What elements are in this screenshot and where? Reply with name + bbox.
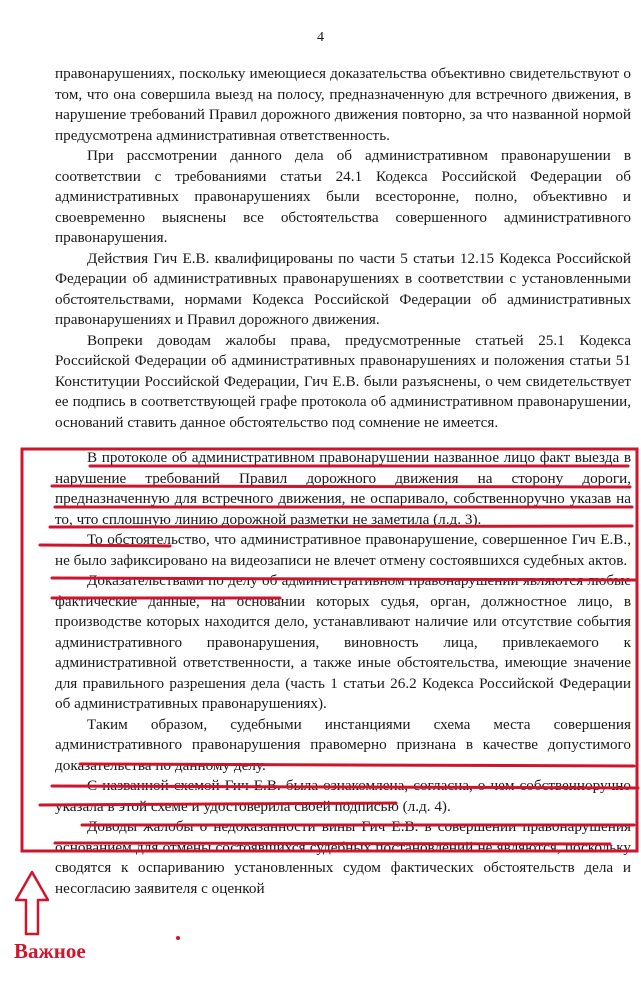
paragraph: То обстоятельство, что административное правонарушение, совершенное Гич Е.В., не было зафиксировано на видеозаписи не влечет отмену состоявшихся судебных актов.	[55, 531, 631, 569]
document-text-top	[55, 64, 631, 433]
paragraph: правонарушениях, поскольку имеющиеся доказательства объективно свидетельствуют о том, что она совершила выезд на полосу, предназначенную для встречного движения, в нарушение требований Правил дорожного движения повторно, за что названной нормой предусмотрена административная ответственность.	[55, 65, 631, 144]
paragraph: С названной схемой Гич Е.В. была ознакомлена, согласна, о чем собственноручно указала в этой схеме и удостоверила своей подписью (л.д. 4).	[55, 777, 631, 815]
paragraph: В протоколе об административном правонарушении названное лицо факт выезда в нарушение требований Правил дорожного движения на сторону дороги, предназначенную для встречного движения, не оспаривало, собственноручно указав на то, что сплошную линию дорожной разметки не заметила (л.д. 3).	[55, 449, 631, 528]
arrow-up-icon	[16, 872, 48, 934]
annotation-label: Важное	[14, 939, 86, 963]
paragraph: Вопреки доводам жалобы права, предусмотренные статьей 25.1 Кодекса Российской Федерации об административных правонарушениях и положения статьи 51 Конституции Российской Федерации, Гич Е.В. были разъяснены, о чем свидетельствует ее подпись в соответствующей графе протокола об административном правонарушении, оснований ставить данное обстоятельство под сомнение не имеется.	[55, 331, 631, 431]
paragraph: Доказательствами по делу об административном правонарушении являются любые фактические данные, на основании которых судья, орган, должностное лицо, в производстве которых находится дело, устанавливают наличие или отсутствие события административного правонарушения, виновность лица, привлекаемого к административной ответственности, а также иные обстоятельства, имеющие значение для правильного разрешения дела (часть 1 статьи 26.2 Кодекса Российской Федерации об административных правонарушениях).	[55, 572, 631, 712]
paragraph: Таким образом, судебными инстанциями схема места совершения административного правонарушения правомерно признана в качестве допустимого доказательства по данному делу.	[55, 715, 631, 774]
document-text-highlighted	[55, 448, 631, 899]
dot-mark	[176, 936, 180, 940]
paragraph: При рассмотрении данного дела об административном правонарушении в соответствии с требованиями статьи 24.1 Кодекса Российской Федерации об административных правонарушениях были всесторонне, полно, объективно и своевременно выяснены все обстоятельства совершенного административного правонарушения.	[55, 147, 631, 246]
paragraph: Действия Гич Е.В. квалифицированы по части 5 статьи 12.15 Кодекса Российской Федерации об административных правонарушениях в соответствии с установленными обстоятельствами, нормами Кодекса Российской Федерации об административных правонарушениях и Правил дорожного движения.	[55, 249, 631, 328]
page-number: 4	[317, 30, 324, 45]
paragraph: Доводы жалобы о недоказанности вины Гич Е.В. в совершении правонарушения основанием для отмены состоявшихся судебных постановлений не являются, поскольку сводятся к оспариванию установленных судом фактических обстоятельств дела и несогласию заявителя с оценкой	[55, 818, 631, 897]
